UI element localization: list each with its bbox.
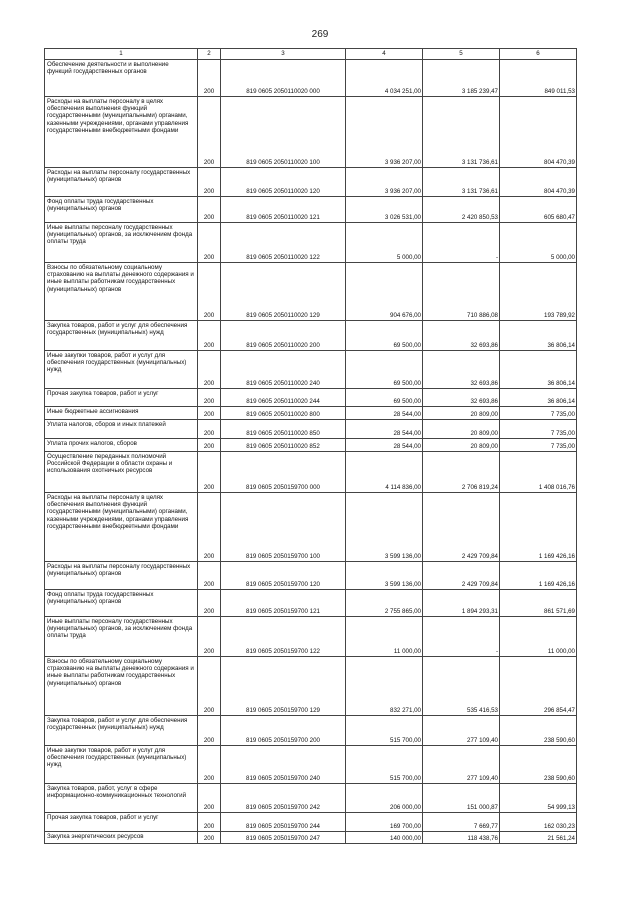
- row-name: Иные закупки товаров, работ и услуг для обеспечения государственных (муниципальных) нужд: [45, 746, 198, 784]
- row-planned-amount: 206 000,00: [346, 784, 423, 813]
- row-unexecuted-amount: 162 030,23: [500, 813, 577, 832]
- row-name: Уплата прочих налогов, сборов: [45, 439, 198, 452]
- row-planned-amount: 28 544,00: [346, 420, 423, 439]
- row-planned-amount: 3 936 207,00: [346, 97, 423, 168]
- row-planned-amount: 28 544,00: [346, 439, 423, 452]
- row-unexecuted-amount: 1 169 426,16: [500, 562, 577, 590]
- row-executed-amount: 2 429 709,84: [423, 493, 500, 562]
- row-ved-code: 200: [198, 263, 221, 321]
- row-planned-amount: 904 676,00: [346, 263, 423, 321]
- table-row: [45, 617, 577, 657]
- row-planned-amount: 4 034 251,00: [346, 60, 423, 97]
- row-planned-amount: 28 544,00: [346, 407, 423, 420]
- row-executed-amount: 1 894 293,31: [423, 590, 500, 617]
- row-classification-code: 819 0605 2050110020 100: [221, 97, 346, 168]
- column-header-1: 1: [45, 49, 198, 60]
- row-unexecuted-amount: 36 806,14: [500, 351, 577, 389]
- row-classification-code: 819 0605 2050159700 122: [221, 617, 346, 657]
- row-executed-amount: 2 429 709,84: [423, 562, 500, 590]
- table-row: [45, 746, 577, 784]
- row-ved-code: 200: [198, 321, 221, 351]
- row-executed-amount: 20 809,00: [423, 439, 500, 452]
- row-unexecuted-amount: 5 000,00: [500, 223, 577, 263]
- row-classification-code: 819 0605 2050159700 000: [221, 452, 346, 493]
- row-ved-code: 200: [198, 452, 221, 493]
- row-executed-amount: 7 669,77: [423, 813, 500, 832]
- row-unexecuted-amount: 36 806,14: [500, 321, 577, 351]
- row-name: Фонд оплаты труда государственных (муниципальных) органов: [45, 197, 198, 223]
- row-unexecuted-amount: 238 590,60: [500, 746, 577, 784]
- row-name: Закупка энергетических ресурсов: [45, 832, 198, 844]
- row-ved-code: 200: [198, 407, 221, 420]
- row-classification-code: 819 0605 2050110020 244: [221, 389, 346, 407]
- row-ved-code: 200: [198, 420, 221, 439]
- row-unexecuted-amount: 7 735,00: [500, 407, 577, 420]
- table-row: [45, 351, 577, 389]
- row-planned-amount: 515 700,00: [346, 746, 423, 784]
- row-classification-code: 819 0605 2050159700 100: [221, 493, 346, 562]
- table-row: [45, 493, 577, 562]
- row-unexecuted-amount: 861 571,69: [500, 590, 577, 617]
- row-executed-amount: 277 109,40: [423, 716, 500, 746]
- row-unexecuted-amount: 238 590,60: [500, 716, 577, 746]
- row-unexecuted-amount: 804 470,39: [500, 97, 577, 168]
- table-row: [45, 321, 577, 351]
- row-planned-amount: 3 936 207,00: [346, 168, 423, 197]
- row-unexecuted-amount: 7 735,00: [500, 420, 577, 439]
- column-header-5: 5: [423, 49, 500, 60]
- row-name: Закупка товаров, работ и услуг для обеспечения государственных (муниципальных) нужд: [45, 321, 198, 351]
- table-row: [45, 223, 577, 263]
- row-ved-code: 200: [198, 97, 221, 168]
- table-row: [45, 716, 577, 746]
- row-name: Иные закупки товаров, работ и услуг для обеспечения государственных (муниципальных) нужд: [45, 351, 198, 389]
- row-ved-code: 200: [198, 617, 221, 657]
- row-unexecuted-amount: 1 408 016,76: [500, 452, 577, 493]
- row-planned-amount: 3 599 136,00: [346, 562, 423, 590]
- row-planned-amount: 69 500,00: [346, 321, 423, 351]
- row-executed-amount: -: [423, 617, 500, 657]
- row-name: Прочая закупка товаров, работ и услуг: [45, 389, 198, 407]
- row-name: Расходы на выплаты персоналу государственных (муниципальных) органов: [45, 562, 198, 590]
- column-header-6: 6: [500, 49, 577, 60]
- column-header-2: 2: [198, 49, 221, 60]
- row-planned-amount: 4 114 836,00: [346, 452, 423, 493]
- row-classification-code: 819 0605 2050110020 120: [221, 168, 346, 197]
- row-classification-code: 819 0605 2050110020 852: [221, 439, 346, 452]
- row-classification-code: 819 0605 2050159700 244: [221, 813, 346, 832]
- row-ved-code: 200: [198, 197, 221, 223]
- row-planned-amount: 169 700,00: [346, 813, 423, 832]
- row-name: Уплата налогов, сборов и иных платежей: [45, 420, 198, 439]
- table-row: [45, 832, 577, 844]
- row-name: Взносы по обязательному социальному страхованию на выплаты денежного содержания и иные выплаты работникам государственных (муниципальных) органов: [45, 263, 198, 321]
- row-ved-code: 200: [198, 60, 221, 97]
- row-name: Расходы на выплаты персоналу в целях обеспечения выполнения функций государственными (муниципальными) органами, казенными учреждениями, органами управления государственными внебюджетными фондами: [45, 97, 198, 168]
- row-executed-amount: 710 886,08: [423, 263, 500, 321]
- row-executed-amount: 3 131 736,61: [423, 97, 500, 168]
- row-planned-amount: 2 755 865,00: [346, 590, 423, 617]
- row-classification-code: 819 0605 2050159700 242: [221, 784, 346, 813]
- row-name: Взносы по обязательному социальному страхованию на выплаты денежного содержания и иные выплаты работникам государственных (муниципальных) органов: [45, 657, 198, 716]
- row-classification-code: 819 0605 2050159700 129: [221, 657, 346, 716]
- row-classification-code: 819 0605 2050110020 000: [221, 60, 346, 97]
- table-row: [45, 407, 577, 420]
- table-row: [45, 590, 577, 617]
- row-classification-code: 819 0605 2050159700 240: [221, 746, 346, 784]
- row-ved-code: 200: [198, 784, 221, 813]
- table-row: [45, 168, 577, 197]
- row-ved-code: 200: [198, 562, 221, 590]
- row-ved-code: 200: [198, 223, 221, 263]
- row-classification-code: 819 0605 2050110020 200: [221, 321, 346, 351]
- row-unexecuted-amount: 804 470,39: [500, 168, 577, 197]
- row-classification-code: 819 0605 2050159700 121: [221, 590, 346, 617]
- row-planned-amount: 3 026 531,00: [346, 197, 423, 223]
- row-unexecuted-amount: 7 735,00: [500, 439, 577, 452]
- row-executed-amount: 277 109,40: [423, 746, 500, 784]
- table-row: [45, 452, 577, 493]
- row-name: Иные выплаты персоналу государственных (муниципальных) органов, за исключением фонда оплаты труда: [45, 223, 198, 263]
- row-ved-code: 200: [198, 813, 221, 832]
- row-unexecuted-amount: 36 806,14: [500, 389, 577, 407]
- row-executed-amount: 20 809,00: [423, 420, 500, 439]
- row-executed-amount: 2 420 850,53: [423, 197, 500, 223]
- row-unexecuted-amount: 849 011,53: [500, 60, 577, 97]
- row-planned-amount: 5 000,00: [346, 223, 423, 263]
- table-row: [45, 263, 577, 321]
- row-planned-amount: 3 599 136,00: [346, 493, 423, 562]
- row-classification-code: 819 0605 2050110020 800: [221, 407, 346, 420]
- row-ved-code: 200: [198, 168, 221, 197]
- table-row: [45, 657, 577, 716]
- row-unexecuted-amount: 21 561,24: [500, 832, 577, 844]
- row-name: Иные бюджетные ассигнования: [45, 407, 198, 420]
- table-row: [45, 420, 577, 439]
- row-classification-code: 819 0605 2050110020 850: [221, 420, 346, 439]
- row-unexecuted-amount: 193 789,92: [500, 263, 577, 321]
- page-number: 269: [311, 29, 329, 40]
- row-classification-code: 819 0605 2050159700 200: [221, 716, 346, 746]
- row-name: Расходы на выплаты персоналу государственных (муниципальных) органов: [45, 168, 198, 197]
- row-ved-code: 200: [198, 389, 221, 407]
- row-executed-amount: 3 131 736,61: [423, 168, 500, 197]
- row-planned-amount: 832 271,00: [346, 657, 423, 716]
- table-row: [45, 97, 577, 168]
- column-number-header: [45, 49, 577, 60]
- row-executed-amount: 535 416,53: [423, 657, 500, 716]
- column-header-4: 4: [346, 49, 423, 60]
- row-ved-code: 200: [198, 657, 221, 716]
- row-name: Прочая закупка товаров, работ и услуг: [45, 813, 198, 832]
- row-name: Обеспечение деятельности и выполнение функций государственных органов: [45, 60, 198, 97]
- row-name: Закупка товаров, работ, услуг в сфере информационно-коммуникационных технологий: [45, 784, 198, 813]
- table-row: [45, 389, 577, 407]
- row-unexecuted-amount: 296 854,47: [500, 657, 577, 716]
- column-header-3: 3: [221, 49, 346, 60]
- row-executed-amount: 32 693,86: [423, 389, 500, 407]
- row-ved-code: 200: [198, 493, 221, 562]
- row-name: Расходы на выплаты персоналу в целях обеспечения выполнения функций государственными (муниципальными) органами, казенными учреждениями, органами управления государственными внебюджетными фондами: [45, 493, 198, 562]
- row-classification-code: 819 0605 2050159700 120: [221, 562, 346, 590]
- row-ved-code: 200: [198, 832, 221, 844]
- row-planned-amount: 69 500,00: [346, 389, 423, 407]
- row-executed-amount: 151 000,87: [423, 784, 500, 813]
- row-executed-amount: 20 809,00: [423, 407, 500, 420]
- row-ved-code: 200: [198, 716, 221, 746]
- row-planned-amount: 69 500,00: [346, 351, 423, 389]
- table-row: [45, 197, 577, 223]
- row-classification-code: 819 0605 2050110020 129: [221, 263, 346, 321]
- row-planned-amount: 515 700,00: [346, 716, 423, 746]
- row-executed-amount: 118 438,76: [423, 832, 500, 844]
- budget-execution-table: [44, 48, 577, 844]
- row-unexecuted-amount: 11 000,00: [500, 617, 577, 657]
- row-executed-amount: -: [423, 223, 500, 263]
- row-unexecuted-amount: 54 999,13: [500, 784, 577, 813]
- row-classification-code: 819 0605 2050110020 121: [221, 197, 346, 223]
- row-ved-code: 200: [198, 746, 221, 784]
- table-row: [45, 562, 577, 590]
- row-executed-amount: 32 693,86: [423, 321, 500, 351]
- row-name: Фонд оплаты труда государственных (муниципальных) органов: [45, 590, 198, 617]
- table-row: [45, 784, 577, 813]
- row-classification-code: 819 0605 2050110020 122: [221, 223, 346, 263]
- row-ved-code: 200: [198, 439, 221, 452]
- row-ved-code: 200: [198, 590, 221, 617]
- row-executed-amount: 3 185 239,47: [423, 60, 500, 97]
- table-row: [45, 60, 577, 97]
- row-name: Осуществление переданных полномочий Российской Федерации в области охраны и использования охотничьих ресурсов: [45, 452, 198, 493]
- row-executed-amount: 2 706 819,24: [423, 452, 500, 493]
- row-name: Иные выплаты персоналу государственных (муниципальных) органов, за исключением фонда оплаты труда: [45, 617, 198, 657]
- row-classification-code: 819 0605 2050159700 247: [221, 832, 346, 844]
- row-planned-amount: 140 000,00: [346, 832, 423, 844]
- table-row: [45, 813, 577, 832]
- row-planned-amount: 11 000,00: [346, 617, 423, 657]
- table-row: [45, 439, 577, 452]
- row-classification-code: 819 0605 2050110020 240: [221, 351, 346, 389]
- row-unexecuted-amount: 1 169 426,16: [500, 493, 577, 562]
- row-executed-amount: 32 693,86: [423, 351, 500, 389]
- row-name: Закупка товаров, работ и услуг для обеспечения государственных (муниципальных) нужд: [45, 716, 198, 746]
- row-unexecuted-amount: 605 680,47: [500, 197, 577, 223]
- row-ved-code: 200: [198, 351, 221, 389]
